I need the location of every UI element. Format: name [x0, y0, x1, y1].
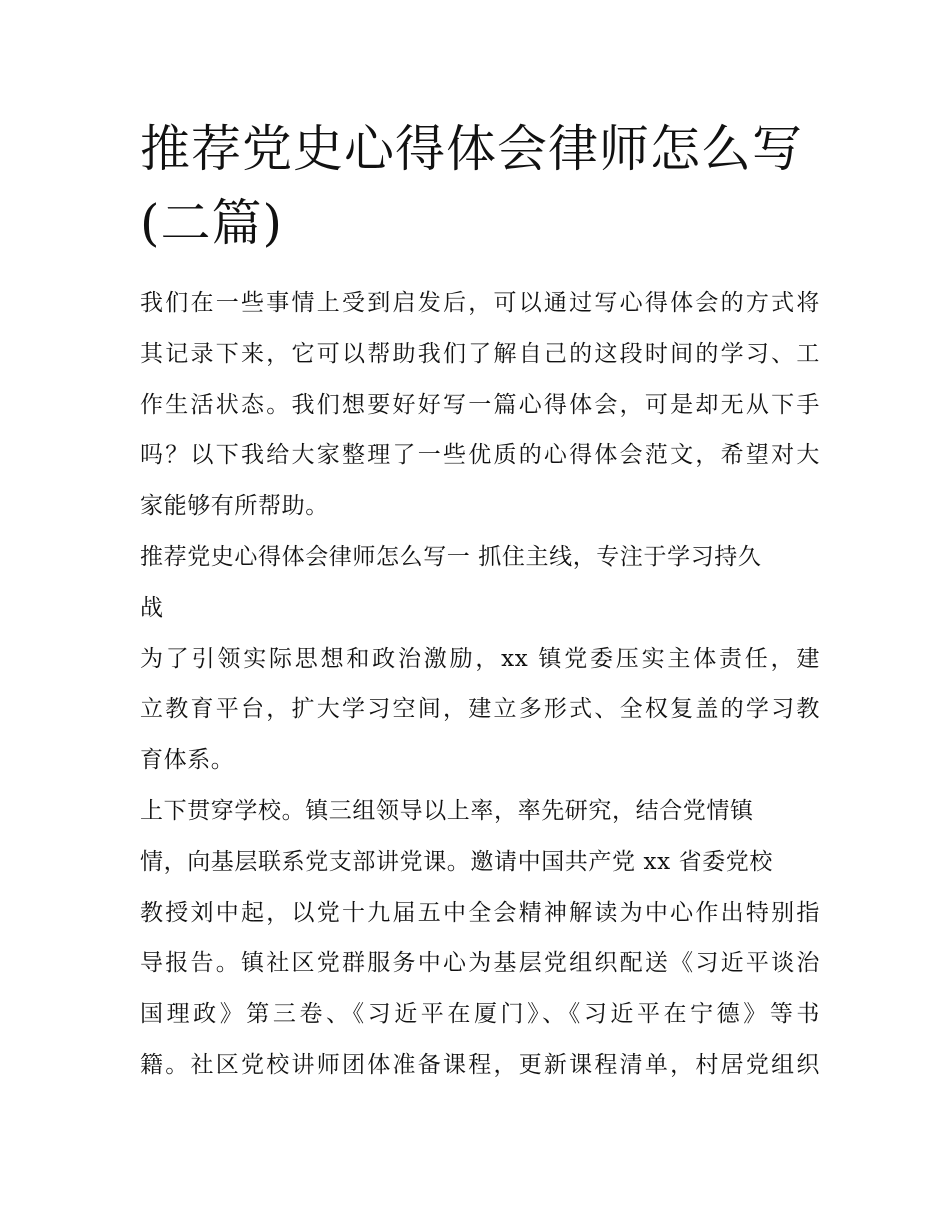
text-line: 吗？以下我给大家整理了一些优质的心得体会范文，希望对大 [140, 442, 820, 469]
section-heading [140, 532, 820, 634]
text-line: 立教育平台，扩大学习空间，建立多形式、全权复盖的学习教 [140, 696, 820, 723]
document-body [140, 278, 820, 1091]
title-line: 推荐党史心得体会律师怎么写 [140, 120, 803, 178]
body-paragraph [140, 786, 820, 1091]
text-line: 作生活状态。我们想要好好写一篇心得体会，可是却无从下手 [140, 391, 820, 418]
text-line: 战 [140, 594, 164, 621]
document-title [140, 112, 820, 260]
text-line: 家能够有所帮助。 [140, 493, 329, 520]
text-line: 教授刘中起，以党十九届五中全会精神解读为中心作出特别指 [140, 899, 820, 926]
text-line: 国理政》第三卷、《习近平在厦门》、《习近平在宁德》等书 [140, 1001, 820, 1028]
body-paragraph [140, 634, 820, 786]
text-line: 为了引领实际思想和政治激励，xx 镇党委压实主体责任，建 [140, 645, 820, 672]
text-line: 其记录下来，它可以帮助我们了解自己的这段时间的学习、工 [140, 340, 820, 367]
text-line: 情，向基层联系党支部讲党课。邀请中国共产党 xx 省委党校 [140, 848, 773, 875]
text-line: 推荐党史心得体会律师怎么写一 抓住主线，专注于学习持久 [140, 543, 762, 570]
text-line: 育体系。 [140, 747, 235, 774]
text-line: 上下贯穿学校。镇三组领导以上率，率先研究，结合党情镇 [140, 797, 754, 824]
text-line: 我们在一些事情上受到启发后，可以通过写心得体会的方式将 [140, 290, 820, 316]
text-line: 导报告。镇社区党群服务中心为基层党组织配送《习近平谈治 [140, 950, 820, 977]
intro-paragraph [140, 278, 820, 532]
text-line: 籍。社区党校讲师团体准备课程，更新课程清单，村居党组织 [140, 1051, 820, 1078]
title-line: (二篇) [140, 194, 284, 252]
